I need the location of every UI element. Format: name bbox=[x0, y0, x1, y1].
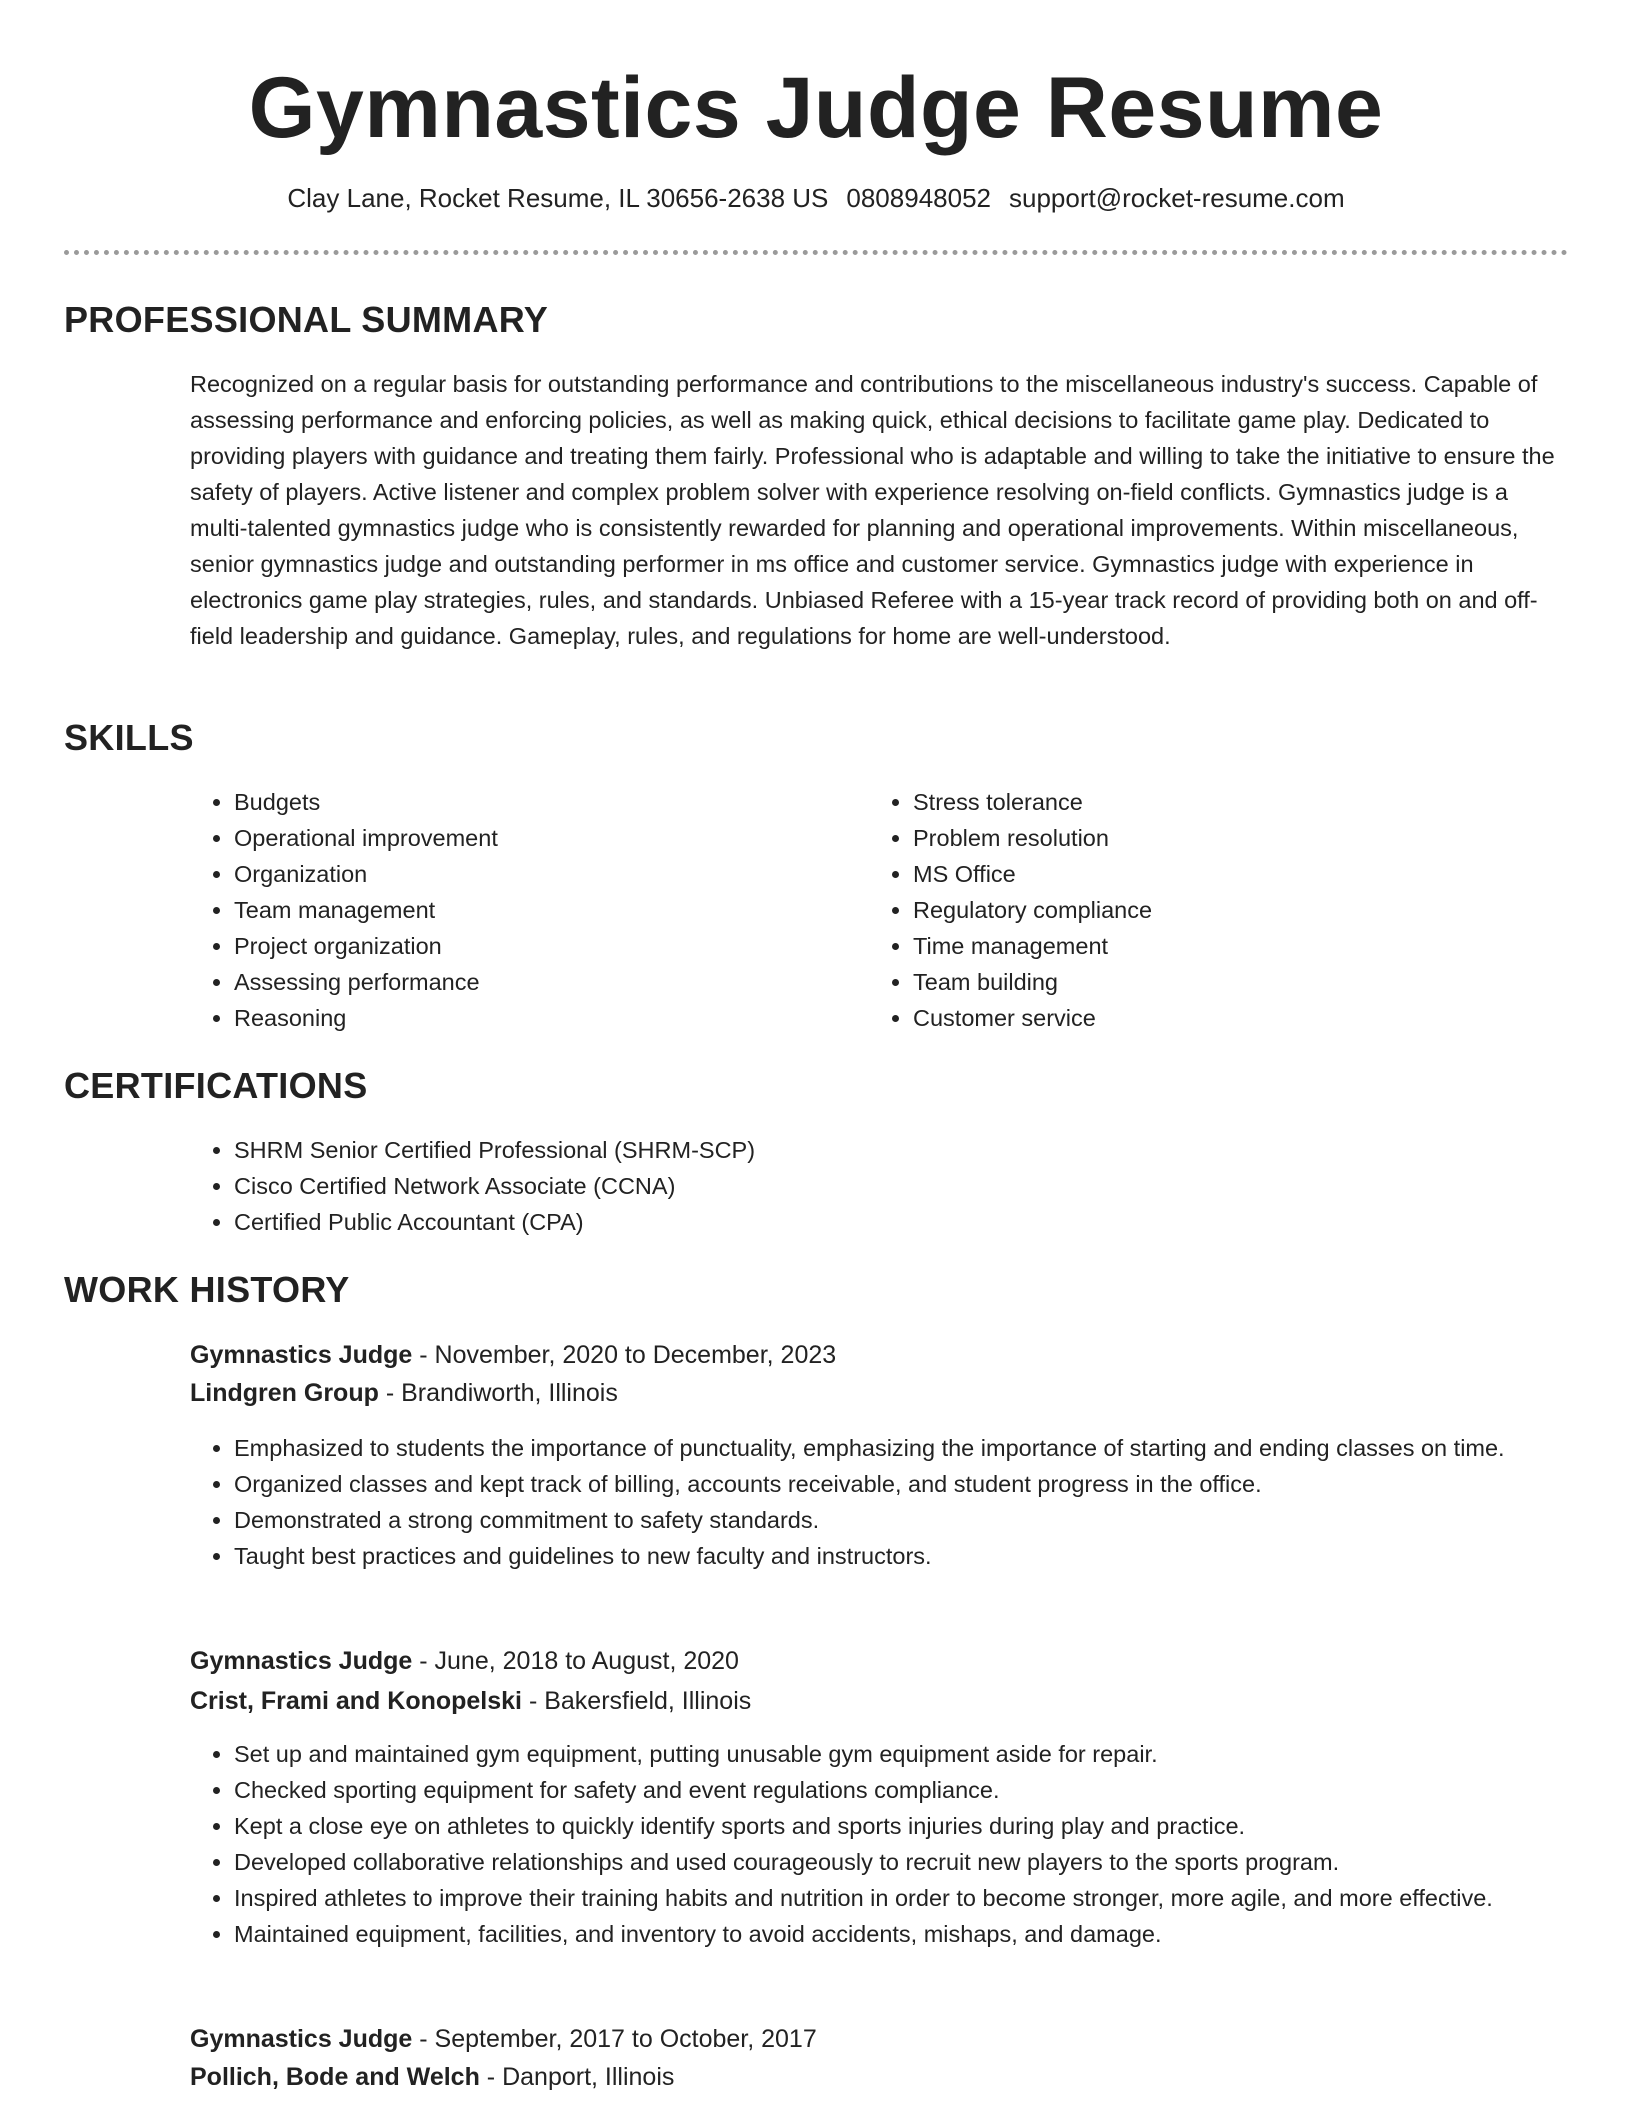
job-company-line bbox=[190, 1682, 751, 1720]
contact-info bbox=[0, 180, 1632, 216]
skills-list-right bbox=[869, 784, 1533, 1036]
job-bullet: • Set up and maintained gym equipment, putting unusable gym equipment aside for repair. bbox=[234, 1736, 1614, 1772]
skill-item: • Budgets bbox=[234, 784, 854, 820]
certification-item: • Cisco Certified Network Associate (CCNA) bbox=[234, 1168, 1614, 1204]
skill-item: • Stress tolerance bbox=[913, 784, 1533, 820]
job-dates: - September, 2017 to October, 2017 bbox=[412, 2025, 817, 2053]
work-history-heading: WORK HISTORY bbox=[64, 1269, 350, 1310]
job-bullet: • Kept a close eye on athletes to quickly identify sports and sports injuries during play and practice. bbox=[234, 1808, 1614, 1844]
job-company: Lindgren Group bbox=[190, 1379, 379, 1407]
job-title: Gymnastics Judge bbox=[190, 1647, 413, 1675]
skill-item: • Customer service bbox=[913, 1000, 1533, 1036]
summary-text: Recognized on a regular basis for outstanding performance and contributions to the miscellaneous industry's success. Capable of assessing performance and enforcing policies, as well as making quick, ethical decisions to facilitate game play. Dedicated to providing players with guidance and treating them fairly. Professional who is adaptable and willing to take the initiative to ensure the safety of players. Active listener and complex problem solver with experience resolving on-field conflicts. Gymnastics judge is a multi-talented gymnastics judge who is consistently rewarded for planning and operational improvements. Within miscellaneous, senior gymnastics judge and outstanding performer in ms office and customer service. Gymnastics judge with experience in electronics game play strategies, rules, and standards. Unbiased Referee with a 15-year track record of providing both on and off-field leadership and guidance. Gameplay, rules, and regulations for home are well-understood. bbox=[190, 371, 1555, 649]
job-bullets bbox=[190, 1736, 1614, 1952]
job-bullet: • Taught best practices and guidelines to new faculty and instructors. bbox=[234, 1538, 1614, 1574]
job-location: - Danport, Illinois bbox=[479, 2063, 675, 2091]
job-location: - Brandiworth, Illinois bbox=[378, 1379, 618, 1407]
job-location: - Bakersfield, Illinois bbox=[522, 1687, 752, 1715]
skill-item: • Regulatory compliance bbox=[913, 892, 1533, 928]
skills-heading: SKILLS bbox=[64, 717, 194, 758]
job-bullet: • Emphasized to students the importance of punctuality, emphasizing the importance of starting and ending classes on time. bbox=[234, 1430, 1614, 1466]
job-title-line bbox=[190, 2020, 817, 2058]
job-bullet: • Checked sporting equipment for safety and event regulations compliance. bbox=[234, 1772, 1614, 1808]
skill-item: • Assessing performance bbox=[234, 964, 854, 1000]
job-bullets bbox=[190, 1430, 1614, 1574]
skill-item: • Project organization bbox=[234, 928, 854, 964]
job-dates: - June, 2018 to August, 2020 bbox=[412, 1647, 739, 1675]
header-divider bbox=[64, 250, 1568, 255]
job-company-line bbox=[190, 2058, 674, 2096]
skill-item: • Time management bbox=[913, 928, 1533, 964]
contact-email: support@rocket-resume.com bbox=[1009, 183, 1345, 213]
certifications-list bbox=[190, 1132, 1614, 1240]
job-title-line bbox=[190, 1642, 739, 1680]
skill-item: • Operational improvement bbox=[234, 820, 854, 856]
certifications-heading: CERTIFICATIONS bbox=[64, 1065, 368, 1106]
job-bullet: • Maintained equipment, facilities, and inventory to avoid accidents, mishaps, and damage. bbox=[234, 1916, 1614, 1952]
certification-item: • Certified Public Accountant (CPA) bbox=[234, 1204, 1614, 1240]
job-dates: - November, 2020 to December, 2023 bbox=[412, 1341, 837, 1369]
skill-item: • Organization bbox=[234, 856, 854, 892]
job-company: Pollich, Bode and Welch bbox=[190, 2063, 480, 2091]
contact-address: Clay Lane, Rocket Resume, IL 30656-2638 US bbox=[287, 183, 829, 213]
job-company: Crist, Frami and Konopelski bbox=[190, 1687, 523, 1715]
job-bullet: • Demonstrated a strong commitment to safety standards. bbox=[234, 1502, 1614, 1538]
job-company-line bbox=[190, 1374, 618, 1412]
job-bullet: • Organized classes and kept track of billing, accounts receivable, and student progress in the office. bbox=[234, 1466, 1614, 1502]
contact-phone: 0808948052 bbox=[846, 183, 991, 213]
skill-item: • MS Office bbox=[913, 856, 1533, 892]
page-title: Gymnastics Judge Resume bbox=[248, 60, 1384, 156]
skill-item: • Problem resolution bbox=[913, 820, 1533, 856]
skills-list-left bbox=[190, 784, 854, 1036]
skill-item: • Reasoning bbox=[234, 1000, 854, 1036]
job-title: Gymnastics Judge bbox=[190, 1341, 413, 1369]
job-title: Gymnastics Judge bbox=[190, 2025, 413, 2053]
summary-heading: PROFESSIONAL SUMMARY bbox=[64, 299, 549, 340]
job-title-line bbox=[190, 1336, 836, 1374]
certification-item: • SHRM Senior Certified Professional (SHRM-SCP) bbox=[234, 1132, 1614, 1168]
skill-item: • Team building bbox=[913, 964, 1533, 1000]
skill-item: • Team management bbox=[234, 892, 854, 928]
job-bullet: • Inspired athletes to improve their training habits and nutrition in order to become stronger, more agile, and more effective. bbox=[234, 1880, 1614, 1916]
job-bullet: • Developed collaborative relationships and used courageously to recruit new players to the sports program. bbox=[234, 1844, 1614, 1880]
